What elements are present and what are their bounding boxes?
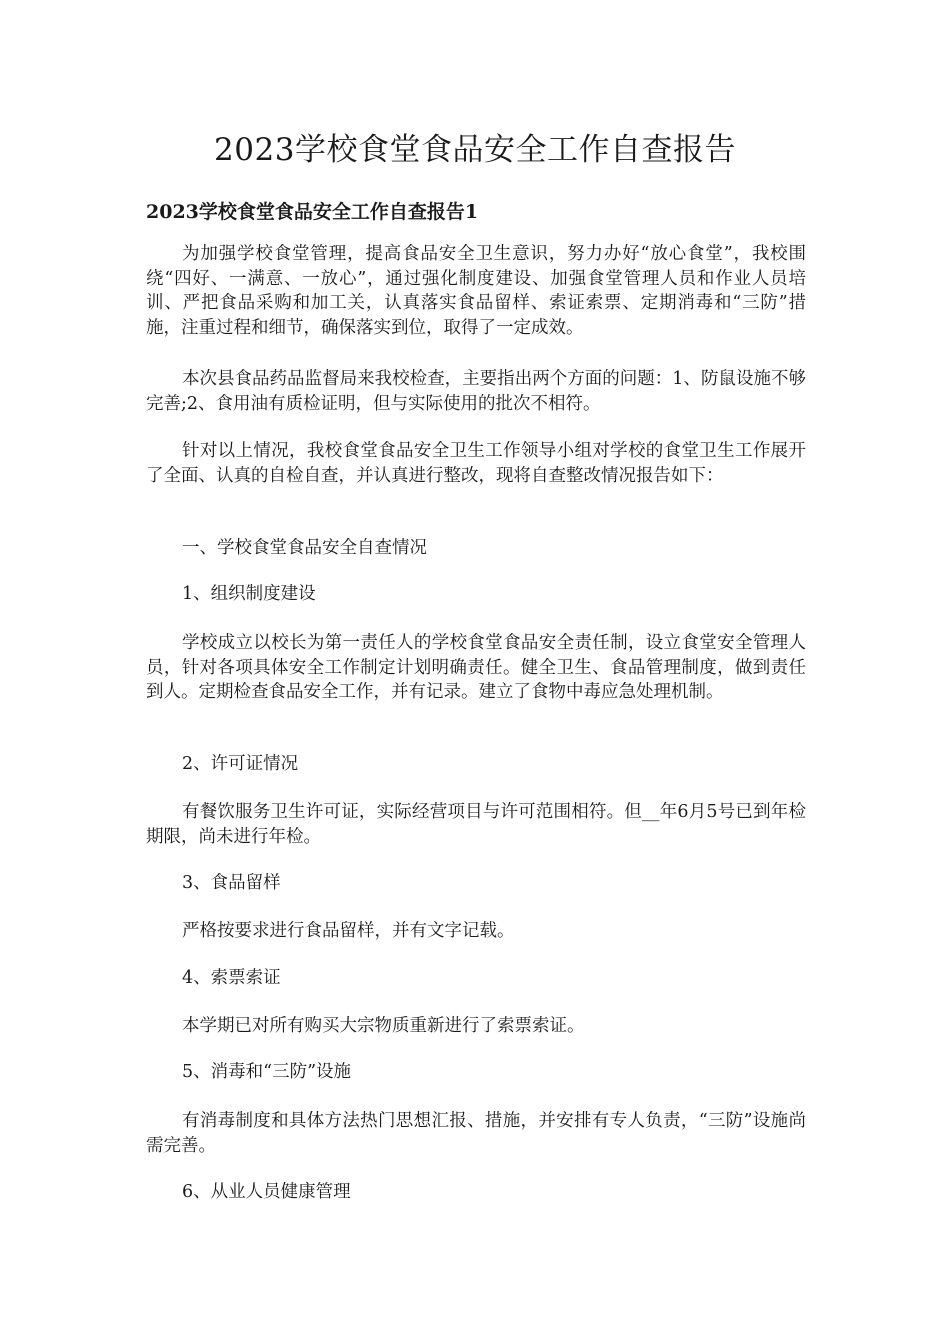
paragraph-food-sample: 严格按要求进行食品留样，并有文字记载。 [182, 921, 515, 941]
paragraph-license: 有餐饮服务卫生许可证，实际经营项目与许可范围相符。但__年6月5号已到年检期限，尚未进行年检。 [146, 802, 806, 847]
heading-staff-health: 6、从业人员健康管理 [182, 1182, 351, 1202]
paragraph-invoices: 本学期已对所有购买大宗物质重新进行了索票索证。 [182, 1016, 585, 1036]
document-title: 2023学校食堂食品安全工作自查报告 [214, 132, 736, 168]
heading-disinfection: 5、消毒和“三防”设施 [182, 1062, 352, 1082]
heading-invoices: 4、索票索证 [182, 968, 281, 988]
heading-self-inspection: 一、学校食堂食品安全自查情况 [182, 538, 427, 558]
heading-license: 2、许可证情况 [182, 754, 299, 774]
heading-organization: 1、组织制度建设 [182, 584, 316, 604]
paragraph-response: 针对以上情况，我校食堂食品安全卫生工作领导小组对学校的食堂卫生工作展开了全面、认真的自检自查，并认真进行整改，现将自查整改情况报告如下： [146, 441, 806, 486]
paragraph-intro: 为加强学校食堂管理，提高食品安全卫生意识，努力办好“放心食堂”，我校围绕“四好、一满意、一放心”，通过强化制度建设、加强食堂管理人员和作业人员培训、严把食品采购和加工关，认真落实食品留样、索证索票、定期消毒和“三防”措施，注重过程和细节，确保落实到位，取得了一定成效。 [146, 244, 806, 338]
section-heading: 2023学校食堂食品安全工作自查报告1 [146, 201, 479, 223]
paragraph-disinfection: 有消毒制度和具体方法热门思想汇报、措施，并安排有专人负责，“三防”设施尚需完善。 [146, 1111, 806, 1156]
paragraph-inspection: 本次县食品药品监督局来我校检查，主要指出两个方面的问题：1、防鼠设施不够完善;2、食用油有质检证明，但与实际使用的批次不相符。 [146, 369, 806, 414]
heading-food-sample: 3、食品留样 [182, 873, 281, 893]
paragraph-organization: 学校成立以校长为第一责任人的学校食堂食品安全责任制，设立食堂安全管理人员，针对各项具体安全工作制定计划明确责任。健全卫生、食品管理制度，做到责任到人。定期检查食品安全工作，并有记录。建立了食物中毒应急处理机制。 [146, 633, 806, 702]
